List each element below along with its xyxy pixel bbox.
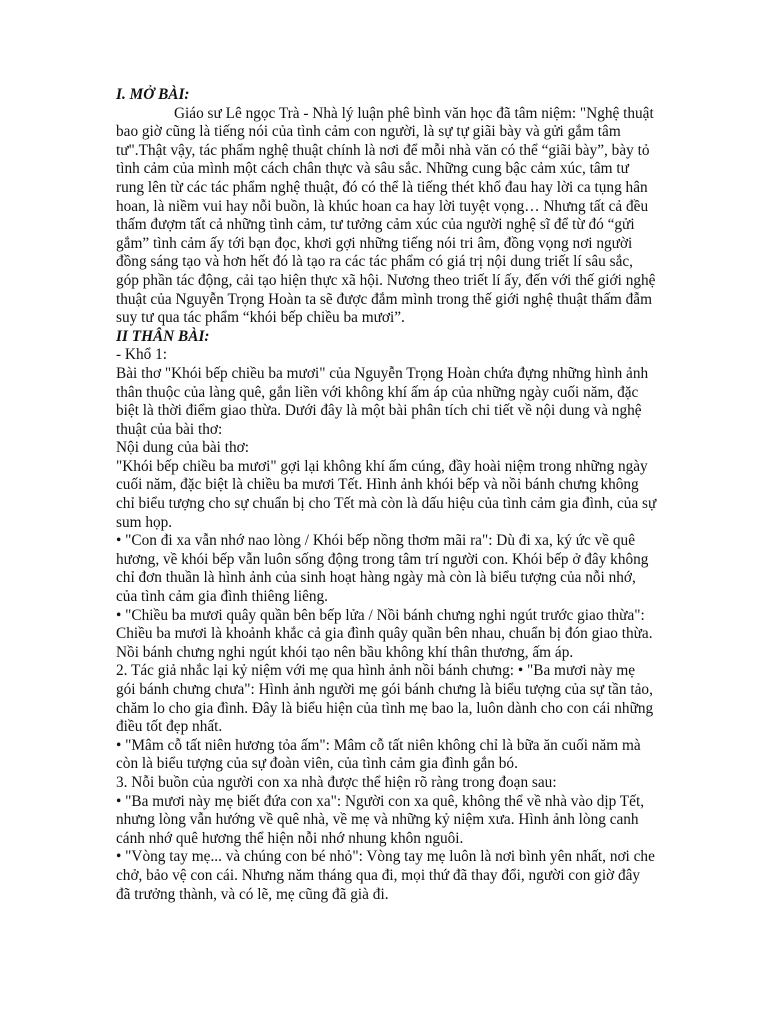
body-paragraph: "Khói bếp chiều ba mươi" gợi lại không khí ấm cúng, đầy hoài niệm trong những ngày cuối năm, đặc biệt là chiều ba mươi Tết. Hình ảnh khói bếp và nồi bánh chưng không chỉ biểu tượng cho sự chuẩn bị cho Tết mà còn là dấu hiệu của tình cảm gia đình, của sự sum họp. <box>116 457 657 531</box>
bullet-paragraph: • "Vòng tay mẹ... và chúng con bé nhỏ": Vòng tay mẹ luôn là nơi bình yên nhất, nơi che chở, bảo vệ con cái. Nhưng năm tháng qua đi, mọi thứ đã thay đổi, người con giờ đây đã trưởng thành, và có lẽ, mẹ cũng đã già đi. <box>116 848 655 903</box>
stanza-label: - Khổ 1: <box>116 346 167 364</box>
bullet-paragraph: • "Ba mươi này mẹ biết đứa con xa": Người con xa quê, không thể về nhà vào dịp Tết, nhưng lòng vẫn hướng về quê nhà, về mẹ và những kỷ niệm xưa. Hình ảnh lòng canh cánh nhớ quê hương thể hiện nỗi nhớ nhung khôn nguôi. <box>116 792 645 847</box>
document-page <box>116 86 658 904</box>
intro-heading: I. MỞ BÀI: <box>116 86 190 103</box>
bullet-paragraph: • "Con đi xa vẫn nhớ nao lòng / Khói bếp nồng thơm mãi ra": Dù đi xa, ký ức về quê hương, về khói bếp vẫn luôn sống động trong tâm trí người con. Khói bếp ở đây không chỉ đơn thuần là hình ảnh của sinh hoạt hàng ngày mà còn là biểu tượng của nỗi nhớ, của tình cảm gia đình thiêng liêng. <box>116 532 649 606</box>
bullet-paragraph: • "Chiều ba mươi quây quần bên bếp lửa / Nồi bánh chưng nghi ngút trước giao thừa": Chiều ba mươi là khoảnh khắc cả gia đình quây quần bên nhau, chuẩn bị đón giao thừa. Nồi bánh chưng nghi ngút khói tạo nên bầu không khí thân thương, ấm áp. <box>116 606 653 661</box>
body-paragraph: Bài thơ "Khói bếp chiều ba mươi" của Nguyễn Trọng Hoàn chứa đựng những hình ảnh thân thuộc của làng quê, gắn liền với không khí ấm áp của những ngày cuối năm, đặc biệt là thời điểm giao thừa. Dưới đây là một bài phân tích chi tiết về nội dung và nghệ thuật của bài thơ: <box>116 364 649 438</box>
body-paragraph: Nội dung của bài thơ: <box>116 439 249 457</box>
bullet-paragraph: • "Mâm cỗ tất niên hương tỏa ấm": Mâm cỗ tất niên không chỉ là bữa ăn cuối năm mà còn là biểu tượng của sự đoàn viên, của tình cảm gia đình gắn bó. <box>116 736 641 773</box>
intro-paragraph: Giáo sư Lê ngọc Trà - Nhà lý luận phê bình văn học đã tâm niệm: "Nghệ thuật bao giờ cũng là tiếng nói của tình cảm con người, là sự tự giãi bày và gửi gắm tâm tư".Thật vậy, tác phẩm nghệ thuật chính là nơi để mỗi nhà văn có thể “giãi bày”, bày tỏ tình cảm của mình một cách chân thực và sâu sắc. Những cung bậc cảm xúc, tâm tư rung lên từ các tác phẩm nghệ thuật, đó có thể là tiếng thét khổ đau hay lời ca tụng hân hoan, là niềm vui hay nỗi buồn, là khúc hoan ca hay lời tuyệt vọng… Nhưng tất cả đều thấm đượm tất cả những tình cảm, tư tưởng cảm xúc của người nghệ sĩ để từ đó “gửi gắm” tình cảm ấy tới bạn đọc, khơi gợi những tiếng nói tri âm, đồng vọng nơi người đồng sáng tạo và hơn hết đó là tạo ra các tác phẩm có giá trị nội dung triết lí sâu sắc, góp phần tác động, cải tạo hiện thực xã hội. Nương theo triết lí ấy, đến với thế giới nghệ thuật của Nguyễn Trọng Hoàn ta sẽ được đắm mình trong thế giới nghệ thuật thấm đẫm suy tư qua tác phẩm “khói bếp chiều ba mươi”. <box>116 104 656 327</box>
body-heading: II THÂN BÀI: <box>116 327 210 345</box>
numbered-paragraph: 2. Tác giả nhắc lại kỷ niệm với mẹ qua hình ảnh nồi bánh chưng: • "Ba mươi này mẹ gói bánh chưng chưa": Hình ảnh người mẹ gói bánh chưng là biểu tượng của sự tần tảo, chăm lo cho gia đình. Đây là biểu hiện của tình mẹ bao la, luôn dành cho con cái những điều tốt đẹp nhất. <box>116 662 654 736</box>
numbered-paragraph: 3. Nỗi buồn của người con xa nhà được thể hiện rõ ràng trong đoạn sau: <box>116 773 557 791</box>
